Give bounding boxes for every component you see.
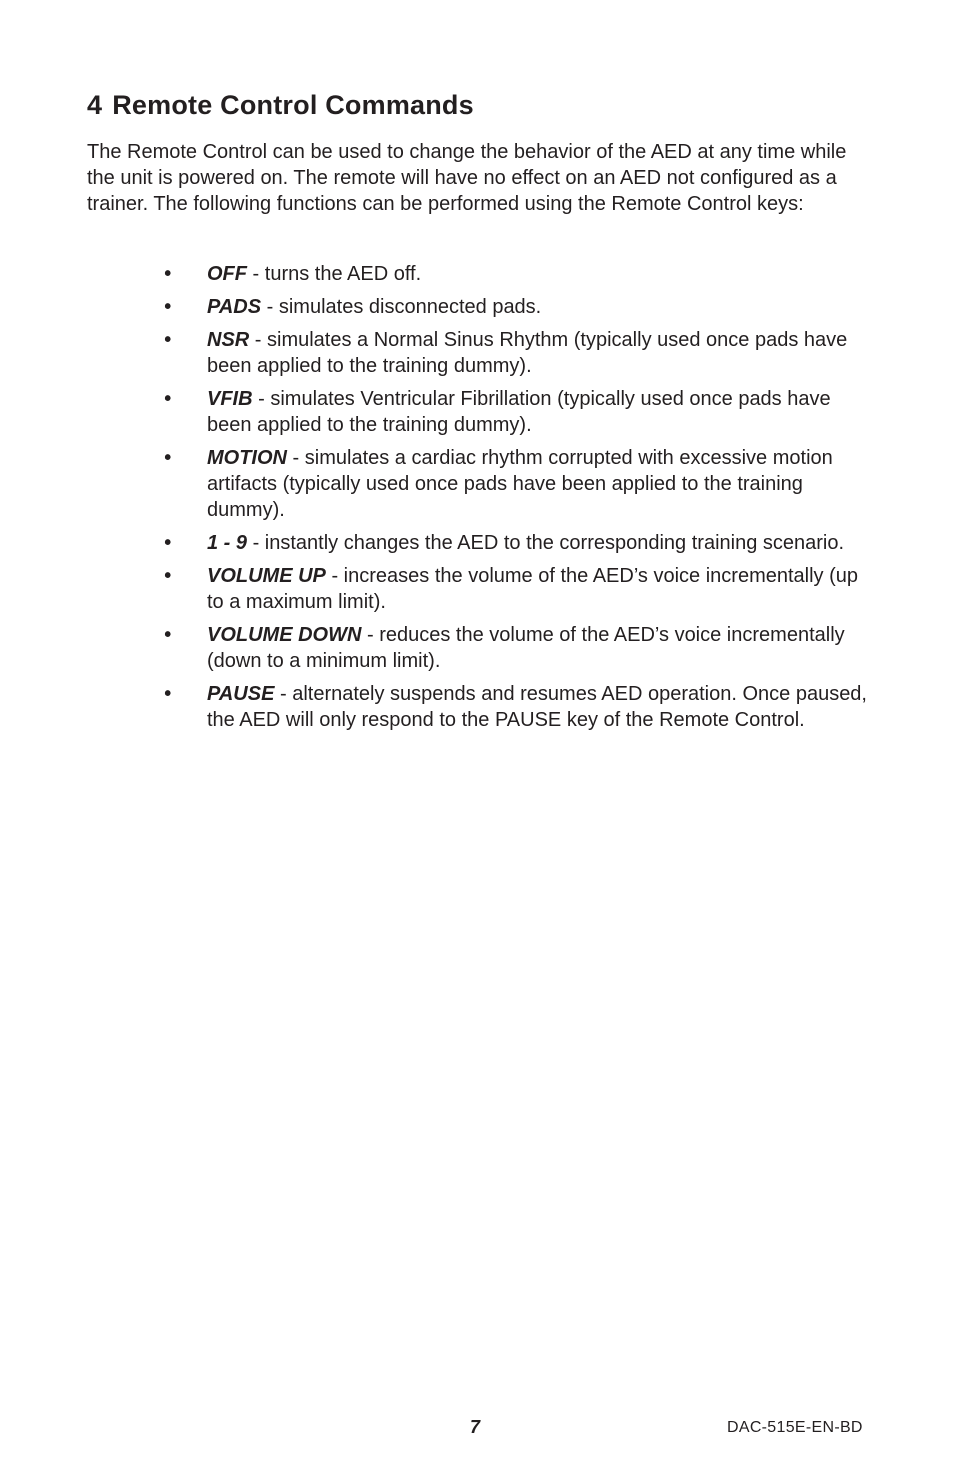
bullet-icon: • (164, 447, 172, 469)
section-heading (87, 88, 474, 122)
command-description: - simulates disconnected pads. (261, 296, 542, 318)
bullet-icon: • (164, 624, 172, 646)
command-description: - reduces the volume of the AED’s voice incrementally (down to a minimum limit). (207, 624, 845, 672)
command-item-nsr (160, 327, 870, 379)
intro-paragraph: The Remote Control can be used to change the behavior of the AED at any time while the unit is powered on. The remote will have no effect on an AED not configured as a trainer. The following functions can be performed using the Remote Control keys: (87, 141, 847, 215)
command-key: VFIB (207, 388, 253, 410)
command-item-off (160, 261, 870, 287)
page-number: 7 (470, 1417, 481, 1437)
command-description: - simulates a cardiac rhythm corrupted with excessive motion artifacts (typically used once pads have been applied to the training dummy). (207, 447, 833, 521)
command-list (160, 261, 870, 740)
command-description: - simulates a Normal Sinus Rhythm (typically used once pads have been applied to the training dummy). (207, 329, 848, 377)
section-title: Remote Control Commands (112, 90, 474, 120)
command-description: - turns the AED off. (247, 263, 422, 285)
bullet-icon: • (164, 683, 172, 705)
bullet-icon: • (164, 565, 172, 587)
command-item-volume-down (160, 622, 870, 674)
command-item-pause (160, 681, 870, 733)
command-item-pads (160, 294, 870, 320)
command-item-volume-up (160, 563, 870, 615)
command-key: PAUSE (207, 683, 275, 705)
section-number: 4 (87, 90, 103, 120)
command-item-scenario (160, 530, 870, 556)
command-item-vfib (160, 386, 870, 438)
bullet-icon: • (164, 388, 172, 410)
command-item-motion (160, 445, 870, 523)
bullet-icon: • (164, 532, 172, 554)
command-key: VOLUME DOWN (207, 624, 362, 646)
bullet-icon: • (164, 296, 172, 318)
command-key: OFF (207, 263, 247, 285)
bullet-icon: • (164, 329, 172, 351)
command-key: NSR (207, 329, 250, 351)
command-key: PADS (207, 296, 262, 318)
command-description: - increases the volume of the AED’s voice incrementally (up to a maximum limit). (207, 565, 859, 613)
command-description: - alternately suspends and resumes AED operation. Once paused, the AED will only respond to the PAUSE key of the Remote Control. (207, 683, 867, 731)
bullet-icon: • (164, 263, 172, 285)
command-key: MOTION (207, 447, 287, 469)
command-description: - instantly changes the AED to the corresponding training scenario. (247, 532, 845, 554)
document-code: DAC-515E-EN-BD (727, 1419, 863, 1436)
command-key: VOLUME UP (207, 565, 326, 587)
command-key: 1 - 9 (207, 532, 248, 554)
command-description: - simulates Ventricular Fibrillation (typically used once pads have been applied to the training dummy). (207, 388, 831, 436)
